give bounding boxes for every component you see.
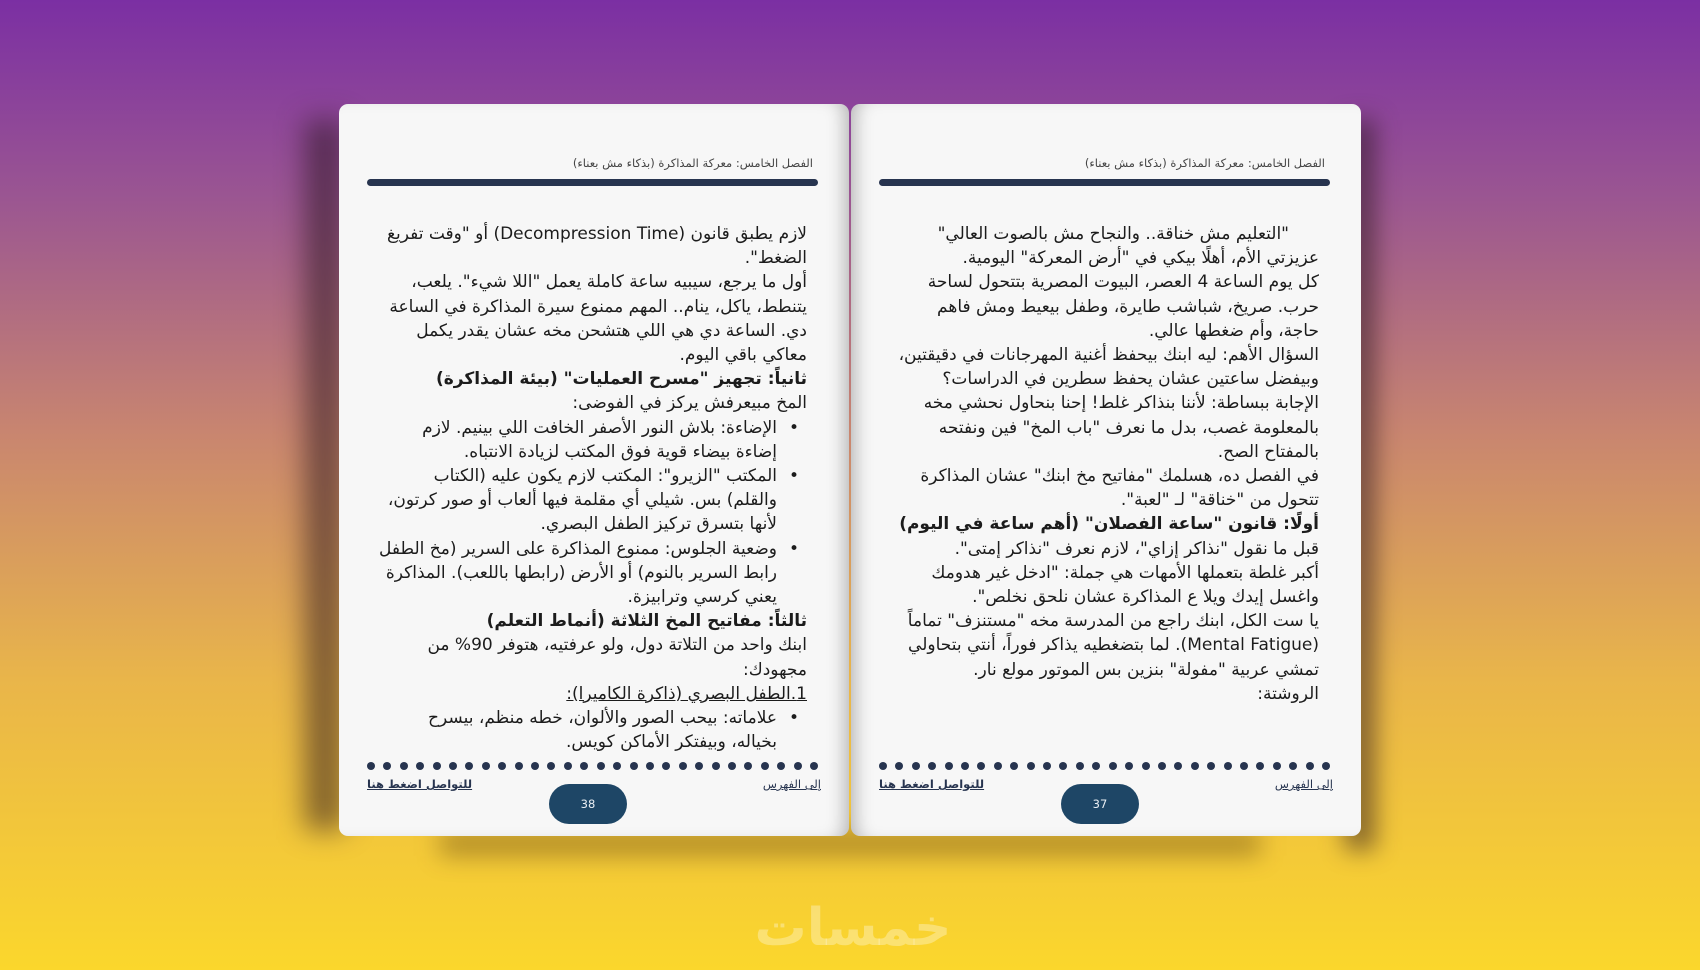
bullet-list	[379, 416, 807, 610]
divider-dot	[400, 762, 408, 770]
divider-dot	[1125, 762, 1133, 770]
section-heading: أولًا: قانون "ساعة الفصلان" (أهم ساعة في اليوم)	[899, 514, 1319, 535]
page-body-text	[379, 222, 807, 762]
paragraph: كل يوم الساعة 4 العصر، البيوت المصرية بتتحول لساحة حرب. صريخ، شباشب طايرة، وطفل بيعيط ومش فاهم حاجة، وأم ضغطها عالي.	[927, 272, 1319, 341]
divider-dot	[1306, 762, 1314, 770]
divider-dot	[761, 762, 769, 770]
divider-dot	[810, 762, 818, 770]
chapter-quote: "التعليم مش خناقة.. والنجاح مش بالصوت العالي"	[937, 224, 1289, 244]
divider-dot	[1191, 762, 1199, 770]
header-rule	[879, 179, 1330, 186]
divider-dot	[1240, 762, 1248, 770]
list-item: • علاماته: بيحب الصور والألوان، خطه منظم، بيسرح بخياله، وبيفتكر الأماكن كويس.	[379, 706, 777, 754]
paragraph: في الفصل ده، هسلمك "مفاتيح مخ ابنك" عشان المذاكرة تتحول من "خناقة" لـ "لعبة".	[920, 466, 1319, 511]
paragraph: لازم يطبق قانون (Decompression Time) أو "وقت تفريغ الضغط".	[386, 224, 807, 269]
divider-dot	[977, 762, 985, 770]
divider-dot	[597, 762, 605, 770]
divider-dot	[564, 762, 572, 770]
divider-dot	[531, 762, 539, 770]
paragraph: عزيزتي الأم، أهلًا بيكي في "أرض المعركة" اليومية.	[962, 248, 1319, 269]
divider-dot	[1076, 762, 1084, 770]
divider-dot	[1027, 762, 1035, 770]
paragraph: الروشتة:	[1257, 683, 1319, 704]
sub-heading: 1.الطفل البصري (ذاكرة الكاميرا):	[566, 683, 807, 704]
book-page-left	[339, 104, 849, 836]
header-rule	[367, 179, 818, 186]
list-item: • وضعية الجلوس: ممنوع المذاكرة على السرير (مخ الطفل رابط السرير بالنوم) أو الأرض (رابطها باللعب). المذاكرة يعني كرسي وترابيزة.	[379, 537, 777, 610]
divider-dot	[580, 762, 588, 770]
divider-dot	[695, 762, 703, 770]
divider-dot	[712, 762, 720, 770]
divider-dot	[895, 762, 903, 770]
divider-dot	[465, 762, 473, 770]
divider-dot	[1224, 762, 1232, 770]
divider-dot	[744, 762, 752, 770]
divider-dot	[383, 762, 391, 770]
list-item: • الإضاءة: بلاش النور الأصفر الخافت اللي بينيم. لازم إضاءة بيضاء قوية فوق المكتب لزيادة الانتباه.	[379, 416, 777, 464]
dot-divider	[367, 762, 818, 772]
page-number-badge: 37	[1061, 784, 1139, 824]
divider-dot	[1322, 762, 1330, 770]
divider-dot	[912, 762, 920, 770]
page-body-text	[891, 222, 1319, 762]
divider-dot	[482, 762, 490, 770]
divider-dot	[1010, 762, 1018, 770]
divider-dot	[433, 762, 441, 770]
section-heading: ثانياً: تجهيز "مسرح العمليات" (بيئة المذاكرة)	[435, 369, 807, 390]
contact-link[interactable]: للتواصل اضغط هنا	[879, 777, 985, 791]
paragraph: قبل ما نقول "نذاكر إزاي"، لازم نعرف "نذاكر إمتى".	[954, 538, 1319, 559]
index-link[interactable]: إلى الفهرس	[762, 777, 821, 791]
divider-dot	[679, 762, 687, 770]
bullet-list	[379, 706, 807, 754]
divider-dot	[1142, 762, 1150, 770]
divider-dot	[1174, 762, 1182, 770]
paragraph: أكبر غلطة بتعملها الأمهات هي جملة: "ادخل غير هدومك واغسل إيدك ويلا ع المذاكرة عشان نلحق نخلص".	[931, 562, 1319, 608]
divider-dot	[515, 762, 523, 770]
paragraph: المخ مبيعرفش يركز في الفوضى:	[572, 393, 807, 414]
divider-dot	[498, 762, 506, 770]
divider-dot	[547, 762, 555, 770]
dot-divider	[879, 762, 1330, 772]
paragraph: ابنك واحد من التلاتة دول، ولو عرفتيه، هتوفر 90% من مجهودك:	[427, 635, 807, 680]
divider-dot	[613, 762, 621, 770]
divider-dot	[449, 762, 457, 770]
running-header: الفصل الخامس: معركة المذاكرة (بذكاء مش بعناء)	[572, 156, 813, 170]
contact-link[interactable]: للتواصل اضغط هنا	[367, 777, 473, 791]
divider-dot	[945, 762, 953, 770]
divider-dot	[1207, 762, 1215, 770]
divider-dot	[646, 762, 654, 770]
paragraph: أول ما يرجع، سيبيه ساعة كاملة يعمل "اللا شيء". يلعب، يتنطط، ياكل، ينام.. المهم ممنوع سيرة المذاكرة في الساعة دي. الساعة دي هي اللي هتشحن مخه عشان يقدر يكمل معاكي باقي اليوم.	[389, 272, 807, 366]
index-link[interactable]: إلى الفهرس	[1274, 777, 1333, 791]
divider-dot	[1059, 762, 1067, 770]
divider-dot	[928, 762, 936, 770]
divider-dot	[794, 762, 802, 770]
divider-dot	[416, 762, 424, 770]
divider-dot	[728, 762, 736, 770]
watermark-logo: خمسات	[754, 898, 952, 958]
paragraph: يا ست الكل، ابنك راجع من المدرسة مخه "مستنزف" تماماً (Mental Fatigue). لما بتضغطيه يذاكر فوراً، أنتي بتحاولي تمشي عربية "مفولة" بنزين بس الموتور مولع نار.	[907, 611, 1319, 680]
divider-dot	[630, 762, 638, 770]
divider-dot	[1109, 762, 1117, 770]
divider-dot	[1158, 762, 1166, 770]
book-page-right	[851, 104, 1361, 836]
divider-dot	[662, 762, 670, 770]
divider-dot	[994, 762, 1002, 770]
paragraph: الإجابة ببساطة: لأننا بنذاكر غلط! إحنا بنحاول نحشي مخه بالمعلومة غصب، بدل ما نعرف "باب المخ" فين ونفتحه بالمفتاح الصح.	[923, 393, 1319, 462]
list-item: • المكتب "الزيرو": المكتب لازم يكون عليه (الكتاب والقلم) بس. شيلي أي مقلمة فيها ألعاب أو صور كرتون، لأنها بتسرق تركيز الطفل البصري.	[379, 464, 777, 537]
divider-dot	[1092, 762, 1100, 770]
divider-dot	[367, 762, 375, 770]
divider-dot	[1289, 762, 1297, 770]
divider-dot	[1043, 762, 1051, 770]
paragraph: السؤال الأهم: ليه ابنك بيحفظ أغنية المهرجانات في دقيقتين، وبيفضل ساعتين عشان يحفظ سطرين في الدراسات؟	[898, 345, 1319, 390]
divider-dot	[1256, 762, 1264, 770]
page-number-badge: 38	[549, 784, 627, 824]
divider-dot	[1273, 762, 1281, 770]
running-header: الفصل الخامس: معركة المذاكرة (بذكاء مش بعناء)	[1084, 156, 1325, 170]
divider-dot	[961, 762, 969, 770]
divider-dot	[879, 762, 887, 770]
divider-dot	[777, 762, 785, 770]
section-heading: ثالثاً: مفاتيح المخ الثلاثة (أنماط التعلم)	[486, 611, 807, 632]
